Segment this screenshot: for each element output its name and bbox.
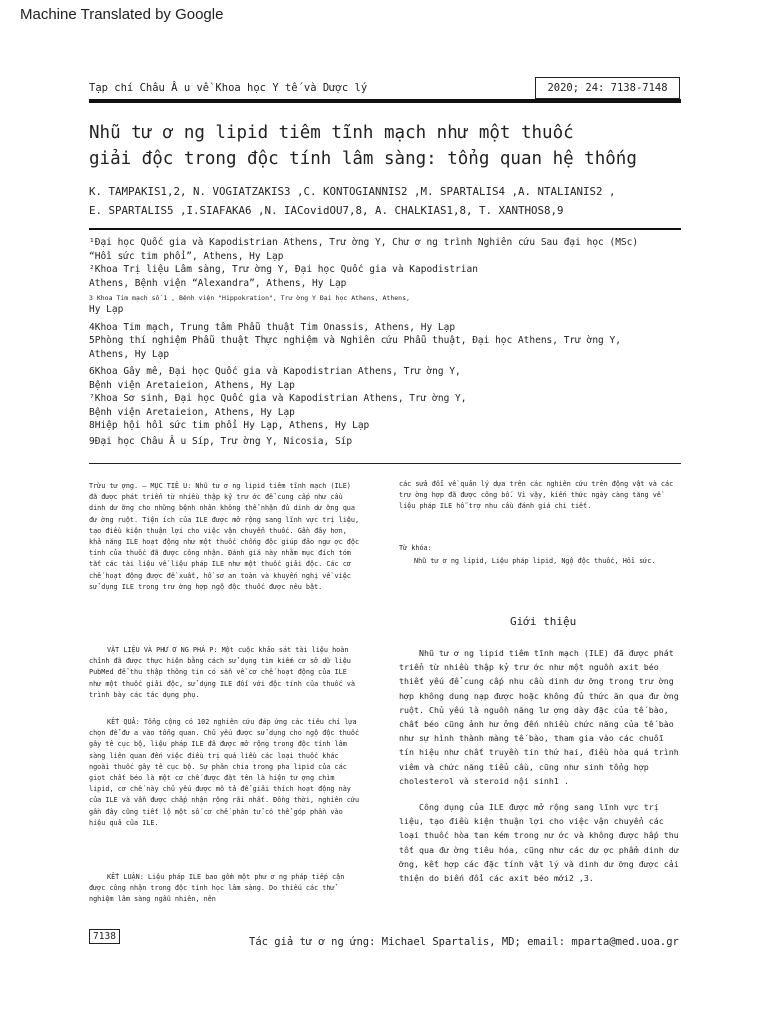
abstract-results-text: KẾT QUẢ: Tổng cộng có 102 nghiên cứu đáp ứng các tiêu chí lựa chọn để đư a vào tổng quan. Chủ yếu được sử dụng cho ngộ độc thuốc gây tê cục bộ, liệu pháp ILE đã được mở rộng trong độc tính lâm sàng liên quan đến việc điều trị quá liều các loại thuốc khác ngoài thuốc gây tê cục bộ. Sự phân chia trong pha lipid của các giọt chất béo là một cơ chế được đặt tên là hiện tư ợng chìm lipid, cơ chế này chủ yếu được mô tả để giải thích hoạt động này của ILE và vẫn được chấp nhận rộng rãi nhất. Đồng thời, nghiên cứu gần đây cũng tiết lộ một số cơ chế phân tử có thể góp phần vào hiệu quả của ILE. bbox=[89, 718, 360, 827]
title-line-2: giải độc trong độc tính lâm sàng: tổng quan hệ thống bbox=[89, 149, 637, 169]
affiliation-6: 6Khoa Gây mê, Đại học Quốc gia và Kapodistrian Athens, Trư ờng Y, Bệnh viện Aretaieion, Athens, Hy Lạp bbox=[89, 366, 461, 391]
abstract-objective-text: Trừu tư ợng. – MỤC TIÊ U: Nhũ tư ơ ng lipid tiêm tĩnh mạch (ILE) đã được phát triển từ nhiều thập kỷ trư ớc để cung cấp như cầu dinh dư ỡng cho những bệnh nhân không thể nhận đủ dinh dư ỡng qua đư ờng ruột. Tiện ích của ILE được mở rộng sang lĩnh vực trị liệu, tạo điều kiện thuận lợi cho việc vận chuyển thuốc. Gần đây hơn, khả năng ILE hoạt động như một thuốc chống độc giúp đảo ngư ợc độc tính của thuốc đã được công nhận. Đánh giá này nhằm mục đích tóm tắt các tài liệu về liệu pháp ILE như một thuốc giải độc. Các cơ chế hoạt động được đề xuất, hồ sơ an toàn và khuyến nghị về việc sử dụng ILE trong trư ờng hợp ngộ độc thuốc được nêu bật. bbox=[89, 482, 360, 591]
abstract-objective bbox=[89, 481, 361, 593]
affiliation-9: 9Đại học Châu Â u Síp, Trư ờng Y, Nicosia, Síp bbox=[89, 435, 353, 447]
abstract-continued bbox=[399, 479, 681, 513]
affiliation-8: 8Hiệp hội hồi sức tim phổi Hy Lạp, Athens, Hy Lạp bbox=[89, 420, 370, 431]
header-rule bbox=[89, 99, 681, 103]
authors-line-1: K. TAMPAKIS1,2, N. VOGIATZAKIS3 ,C. KONTOGIANNIS2 ,M. SPARTALIS4 ,A. NTALIANIS2 , bbox=[89, 185, 616, 198]
abstract-methods bbox=[89, 645, 361, 701]
section-title: Giới thiệu bbox=[510, 615, 577, 628]
intro-paragraph: Nhũ tư ơ ng lipid tiêm tĩnh mạch (ILE) đã được phát triển từ nhiều thập kỷ trư ớc như một nguồn axit béo thiết yếu để cung cấp nhu cầu dinh dư ỡng trong trư ờng hợp không dung nạp được hoặc không đủ thức ăn qua đư ờng ruột. Chủ yếu là nguồn năng lư ợng dày đặc của tế bào, chất béo cũng ảnh hư ởng đến nhiều chức năng của tế bào như sự hình thành màng tế bào, tham gia vào các chuỗi tín hiệu như chất truyền tin thứ hai, điều hòa quá trình viêm và chức năng tiểu cầu, cũng như sinh tổng hợp cholesterol và steroid nội sinh1 . bbox=[399, 648, 679, 786]
affiliation-5: 5Phòng thí nghiệm Phẫu thuật Thực nghiệm và Nghiên cứu Phẫu thuật, Đại học Athens, Trư ờng Y, Athens, Hy Lạp bbox=[89, 335, 621, 360]
introduction-body bbox=[399, 646, 683, 897]
title-line-1: Nhũ tư ơ ng lipid tiêm tĩnh mạch như một thuốc bbox=[89, 123, 574, 143]
correspondence: Tác giả tư ơ ng ứng: Michael Spartalis, MD; email: mparta@med.uoa.gr bbox=[249, 936, 679, 948]
affiliation-4: 4Khoa Tim mạch, Trung tâm Phẫu thuật Tim Onassis, Athens, Hy Lạp bbox=[89, 321, 456, 333]
page-number: 7138 bbox=[89, 929, 120, 944]
author-list bbox=[89, 182, 689, 220]
affiliation-7: ⁷Khoa Sơ sinh, Đại học Quốc gia và Kapodistrian Athens, Trư ờng Y, Bệnh viện Aretaieion, Athens, Hy Lạp bbox=[89, 393, 467, 418]
authors-rule bbox=[89, 228, 681, 230]
abstract-results bbox=[89, 717, 361, 829]
machine-translation-banner: Machine Translated by Google bbox=[20, 6, 224, 23]
authors-line-2: E. SPARTALIS5 ,I.SIAFAKA6 ,N. IACovidOU7,8, A. CHALKIAS1,8, T. XANTHOS8,9 bbox=[89, 204, 564, 217]
citation-box: 2020; 24: 7138-7148 bbox=[535, 77, 680, 99]
abstract-methods-text: VẬT LIỆU VÀ PHƯ Ơ NG PHÁ P: Một cuộc khảo sát tài liệu hoàn chỉnh đã được thực hiện bằng cách sử dụng tìm kiếm cơ sở dữ liệu PubMed để thu thập thông tin có sẵn về cơ chế hoạt động của ILE như một thuốc giải độc, sử dụng ILE đối với độc tính của thuốc và trình bày các tác dụng phụ. bbox=[89, 646, 355, 699]
affiliation-3-cont: Hy Lạp bbox=[89, 304, 124, 315]
abstract-conclusion-text: KẾT LUẬN: Liệu pháp ILE bao gồm một phư ơ ng pháp tiếp cận được công nhận trong độc tính học lâm sàng. Do thiếu các thử nghiệm lâm sàng ngẫu nhiên, nên bbox=[89, 873, 345, 904]
abstract-continued-text: các sửa đổi về quản lý dựa trên các nghiên cứu trên động vật và các trư ờng hợp đã được công bố. Vì vậy, kiến thức ngày càng tăng về liệu pháp ILE hỗ trợ nhu cầu đánh giá chi tiết. bbox=[399, 480, 674, 511]
journal-header: Tạp chí Châu Â u về Khoa học Y tế và Dược lý bbox=[89, 82, 368, 94]
keywords-label: Từ khóa: bbox=[399, 544, 432, 552]
article-title bbox=[89, 120, 689, 172]
keywords: Nhũ tư ơ ng lipid, Liệu pháp lipid, Ngộ độc thuốc, Hồi sức. bbox=[414, 557, 656, 565]
intro-paragraph: Công dụng của ILE được mở rộng sang lĩnh vực trị liệu, tạo điều kiện thuận lợi cho việc vận chuyển các loại thuốc hòa tan kém trong nư ớc và không được hấp thu tốt qua đư ờng tiêu hóa, cũng như các dư ợc phẩm dinh dư ỡng, kết hợp các đặc tính vật lý và dinh dư ỡng được cải thiện do biến đổi các axit béo mới2 ,3. bbox=[399, 802, 679, 884]
abstract-rule bbox=[89, 463, 681, 464]
affiliation-3: 3 Khoa Tim mạch số 1 , Bệnh viện "Hippokration", Trư ờng Y Đại học Athens, Athens, bbox=[89, 294, 410, 302]
affiliation-1: ¹Đại học Quốc gia và Kapodistrian Athens, Trư ờng Y, Chư ơ ng trình Nghiên cứu Sau đại học (MSc) “Hồi sức tim phổi”, Athens, Hy Lạp bbox=[89, 237, 639, 262]
abstract-conclusion bbox=[89, 872, 361, 906]
affiliations bbox=[89, 236, 689, 448]
affiliation-2: ²Khoa Trị liệu Lâm sàng, Trư ờng Y, Đại học Quốc gia và Kapodistrian Athens, Bệnh viện “Alexandra”, Athens, Hy Lạp bbox=[89, 264, 478, 289]
